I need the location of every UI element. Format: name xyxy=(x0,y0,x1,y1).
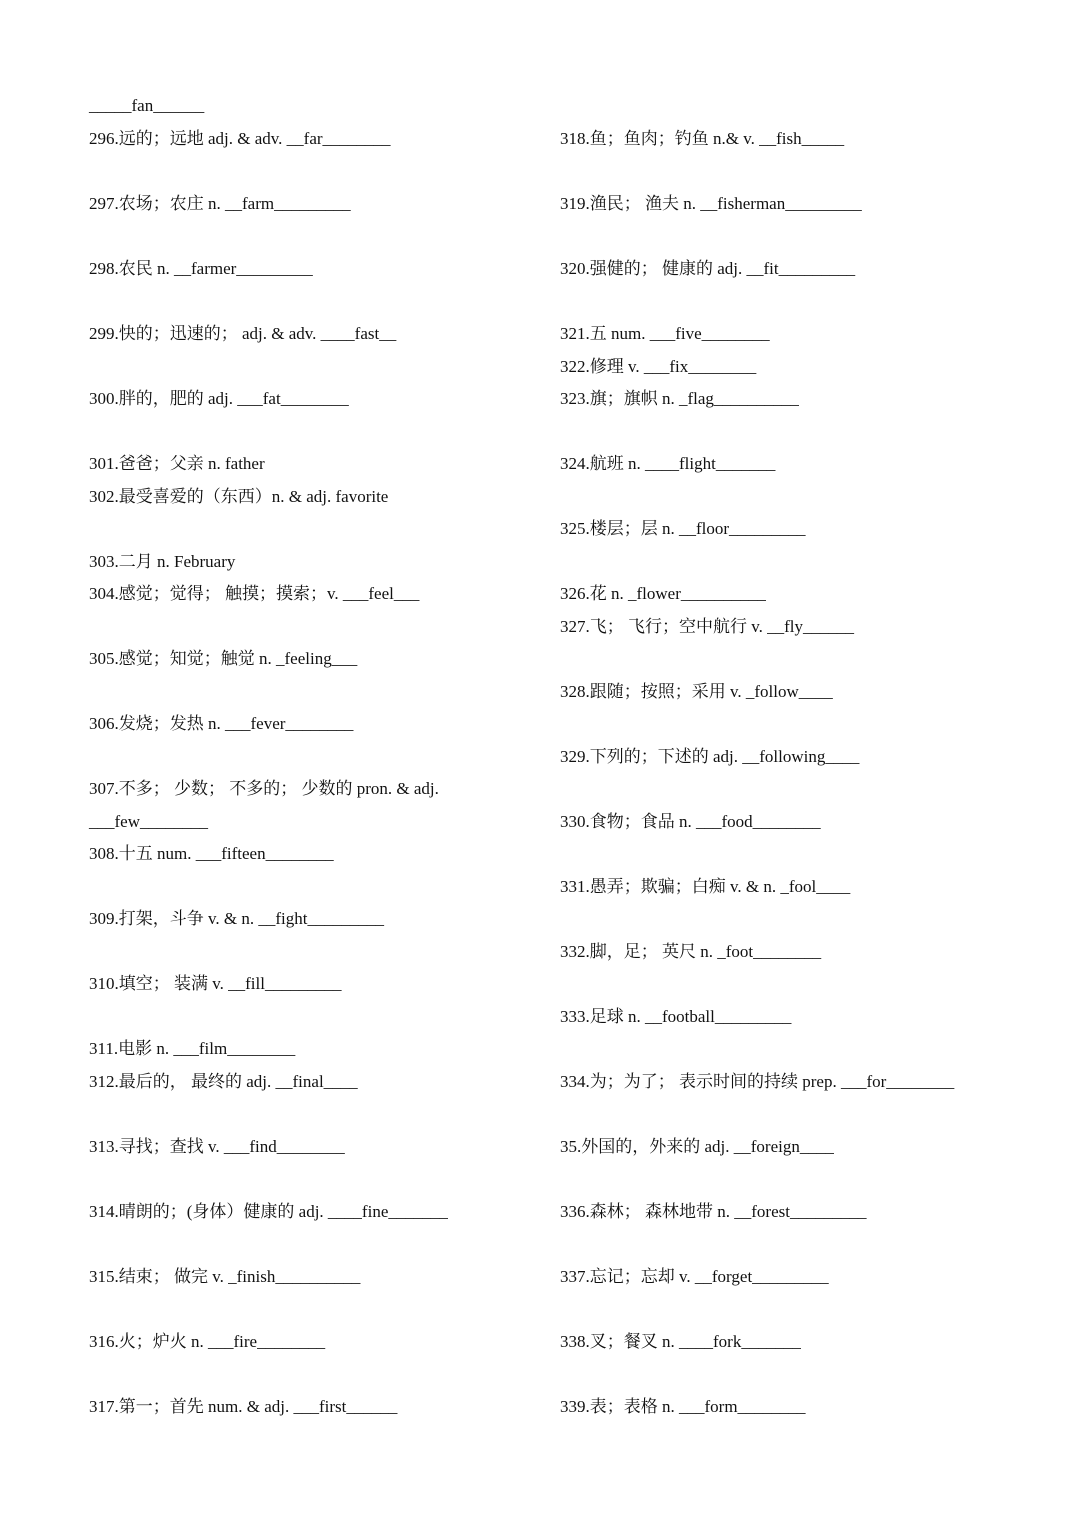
vocab-entry: 297.农场；农庄 n. __farm_________ xyxy=(89,194,351,213)
vocab-entry: 299.快的；迅速的； adj. & adv. ____fast__ xyxy=(89,324,397,343)
vocab-entry: 324.航班 n. ____flight_______ xyxy=(560,454,776,473)
vocab-entry: 318.鱼；鱼肉；钓鱼 n.& v. __fish_____ xyxy=(560,129,845,148)
vocab-entry: 307.不多； 少数； 不多的； 少数的 pron. & adj. xyxy=(89,779,439,798)
vocab-entry: 300.胖的，肥的 adj. ___fat________ xyxy=(89,389,349,408)
vocab-entry: 330.食物；食品 n. ___food________ xyxy=(560,812,821,831)
vocab-entry: 321.五 num. ___five________ xyxy=(560,324,770,343)
vocab-entry: 328.跟随；按照；采用 v. _follow____ xyxy=(560,682,833,701)
vocab-entry: 339.表；表格 n. ___form________ xyxy=(560,1397,806,1416)
vocab-entry: 305.感觉；知觉；触觉 n. _feeling___ xyxy=(89,649,358,668)
vocab-entry: 319.渔民； 渔夫 n. __fisherman_________ xyxy=(560,194,862,213)
vocab-entry: ___few________ xyxy=(89,812,208,831)
vocab-entry: 334.为；为了； 表示时间的持续 prep. ___for________ xyxy=(560,1072,955,1091)
vocab-entry: _____fan______ xyxy=(89,96,205,115)
vocab-entry: 337.忘记；忘却 v. __forget_________ xyxy=(560,1267,829,1286)
vocab-entry: 315.结束； 做完 v. _finish__________ xyxy=(89,1267,361,1286)
vocab-entry: 312.最后的， 最终的 adj. __final____ xyxy=(89,1072,358,1091)
vocab-entry: 327.飞； 飞行；空中航行 v. __fly______ xyxy=(560,617,855,636)
vocab-entry: 338.叉；餐叉 n. ____fork_______ xyxy=(560,1332,801,1351)
vocab-entry: 331.愚弄；欺骗；白痴 v. & n. _fool____ xyxy=(560,877,851,896)
vocab-entry: 314.晴朗的；(身体）健康的 adj. ____fine_______ xyxy=(89,1202,448,1221)
vocab-entry: 309.打架，斗争 v. & n. __fight_________ xyxy=(89,909,384,928)
vocab-entry: 296.远的；远地 adj. & adv. __far________ xyxy=(89,129,391,148)
vocab-entry: 311.电影 n. ___film________ xyxy=(89,1039,296,1058)
vocab-entry: 317.第一；首先 num. & adj. ___first______ xyxy=(89,1397,398,1416)
vocab-entry: 306.发烧；发热 n. ___fever________ xyxy=(89,714,354,733)
vocab-entry: 336.森林； 森林地带 n. __forest_________ xyxy=(560,1202,867,1221)
vocab-entry: 35.外国的，外来的 adj. __foreign____ xyxy=(560,1137,834,1156)
vocab-entry: 320.强健的； 健康的 adj. __fit_________ xyxy=(560,259,856,278)
vocab-entry: 310.填空； 装满 v. __fill_________ xyxy=(89,974,342,993)
vocab-entry: 322.修理 v. ___fix________ xyxy=(560,357,757,376)
vocab-entry: 301.爸爸；父亲 n. father xyxy=(89,454,265,473)
vocab-entry: 308.十五 num. ___fifteen________ xyxy=(89,844,334,863)
vocab-entry: 316.火；炉火 n. ___fire________ xyxy=(89,1332,326,1351)
vocab-entry: 326.花 n. _flower__________ xyxy=(560,584,766,603)
vocab-entry: 323.旗；旗帜 n. _flag__________ xyxy=(560,389,799,408)
vocab-entry: 298.农民 n. __farmer_________ xyxy=(89,259,313,278)
vocab-entry: 325.楼层；层 n. __floor_________ xyxy=(560,519,806,538)
vocab-entry: 332.脚，足； 英尺 n. _foot________ xyxy=(560,942,822,961)
vocab-entry: 303.二月 n. February xyxy=(89,552,236,571)
vocab-entry: 333.足球 n. __football_________ xyxy=(560,1007,792,1026)
vocab-entry: 304.感觉；觉得； 触摸；摸索；v. ___feel___ xyxy=(89,584,420,603)
vocab-entry: 329.下列的；下述的 adj. __following____ xyxy=(560,747,860,766)
vocab-entry: 313.寻找；查找 v. ___find________ xyxy=(89,1137,345,1156)
vocab-entry: 302.最受喜爱的（东西）n. & adj. favorite xyxy=(89,487,389,506)
